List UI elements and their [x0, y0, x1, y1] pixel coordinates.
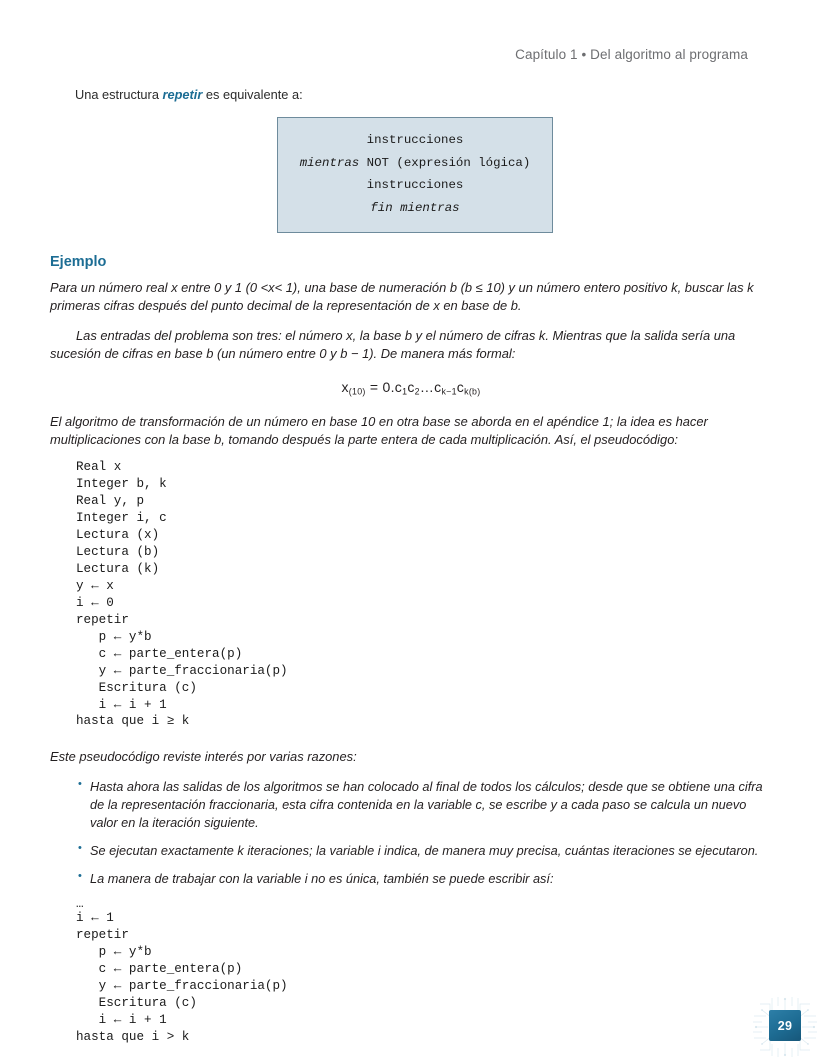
- code-listing-2-line: p ← y*b: [76, 945, 152, 960]
- code-listing-secondary: [76, 910, 772, 1046]
- formula-lhs-subscript: (10): [348, 386, 366, 397]
- code-listing-2-line: repetir: [76, 928, 129, 943]
- reason-bullet-item: • Hasta ahora las salidas de los algoritmos se han colocado al final de todos los cálculos; desde que se obtiene una cifra de la representación fraccionaria, esta cifra contenida en la variable c, se escribe y a cada paso se calcula un nuevo valor en la iteración siguiente.: [78, 778, 772, 832]
- paragraph-reasons-intro: Este pseudocódigo reviste interés por varias razones:: [50, 749, 357, 765]
- code-listing-1-line: Real y, p: [76, 494, 145, 509]
- formula-c4: c: [456, 378, 465, 395]
- paragraph-transformation-algorithm: El algoritmo de transformación de un número en base 10 en otra base se aborda en el apéndice 1; la idea es hacer multiplicaciones con la base b, tomando después la parte entera de cada multiplicación. Así, el pseudocódigo:: [50, 414, 708, 448]
- formula-sub-1: 1: [402, 386, 408, 397]
- reason-bullet-item: • Se ejecutan exactamente k iteraciones; la variable i indica, de manera muy precisa, cuántas iteraciones se ejecutaron.: [78, 842, 772, 860]
- code-listing-2-line: y ← parte_fraccionaria(p): [76, 979, 288, 994]
- pseudocode-box-line-1: instrucciones: [366, 133, 464, 148]
- code-listing-1-line: c ← parte_entera(p): [76, 646, 243, 661]
- code-listing-1-line: Lectura (b): [76, 545, 160, 560]
- code-listing-1-line: y ← parte_fraccionaria(p): [76, 663, 288, 678]
- code-listing-1-line: i ← 0: [76, 595, 114, 610]
- code-listing-1-line: Integer b, k: [76, 477, 167, 492]
- code-listing-1-line: Real x: [76, 460, 122, 475]
- code-listing-1-line: p ← y*b: [76, 629, 152, 644]
- pseudocode-equivalence-box: [277, 117, 553, 232]
- intro-sentence: [75, 86, 772, 103]
- code-listing-2-line: i ← 1: [76, 911, 114, 926]
- code-listing-1-line: Lectura (k): [76, 562, 160, 577]
- formula-lhs-variable: x: [341, 378, 349, 395]
- keyword-repetir: repetir: [162, 87, 203, 102]
- pseudocode-box-line-2: [278, 152, 552, 175]
- paragraph-problem-statement: Para un número real x entre 0 y 1 (0 <x< 1), una base de numeración b (b ≤ 10) y un número entero positivo k, buscar las k primeras cifras después del punto decimal de la representación de x en base de b.: [50, 279, 754, 313]
- intro-text-before: Una estructura: [75, 87, 163, 102]
- code-listing-2-line: c ← parte_entera(p): [76, 962, 243, 977]
- section-heading-ejemplo: Ejemplo: [50, 253, 107, 270]
- code-listing-1-line: y ← x: [76, 578, 114, 593]
- paragraph-inputs-outputs: Las entradas del problema son tres: el número x, la base b y el número de cifras k. Mientras que la salida sería una sucesión de cifras en base b (un número entre 0 y b − 1). De manera más formal:: [50, 327, 736, 361]
- formula-c2: c: [407, 378, 415, 395]
- formula-sub-2: 2: [414, 386, 420, 397]
- reason-bullet-item: • La manera de trabajar con la variable i no es única, también se puede escribir así:: [78, 870, 772, 888]
- intro-text-after: es equivalente a:: [202, 87, 303, 102]
- code-listing-2-line: hasta que i > k: [76, 1029, 190, 1044]
- formula-equals-part: = 0.c: [365, 378, 403, 395]
- running-header: Capítulo 1 • Del algoritmo al programa: [515, 47, 748, 62]
- page-number-badge-area: [752, 996, 818, 1058]
- code-listing-2-line: Escritura (c): [76, 995, 197, 1010]
- reasons-bullet-list: [50, 778, 772, 887]
- code-listing-1-line: Lectura (x): [76, 528, 160, 543]
- formula-decimal-expansion: [50, 379, 772, 396]
- page-content: [50, 86, 772, 1046]
- code-listing-1-line: Integer i, c: [76, 511, 167, 526]
- pseudocode-box-line-4: fin mientras: [370, 201, 460, 215]
- formula-sub-4: k(b): [464, 386, 481, 397]
- code-listing-1-line: hasta que i ≥ k: [76, 714, 190, 729]
- code-listing-1-line: Escritura (c): [76, 680, 197, 695]
- pseudocode-box-line-2-rest: NOT (expresión lógica): [359, 155, 531, 170]
- pseudocode-box-line-3: instrucciones: [366, 178, 464, 193]
- formula-sub-3: k−1: [441, 386, 457, 397]
- formula-dots: …c: [419, 378, 442, 395]
- code-listing-1-line: repetir: [76, 612, 129, 627]
- code-listing-secondary-ellipsis: …: [76, 896, 85, 911]
- code-listing-primary: [76, 459, 772, 730]
- pseudocode-keyword-mientras: mientras: [299, 155, 360, 170]
- code-listing-1-line: i ← i + 1: [76, 697, 167, 712]
- page-number: 29: [769, 1010, 801, 1041]
- code-listing-2-line: i ← i + 1: [76, 1012, 167, 1027]
